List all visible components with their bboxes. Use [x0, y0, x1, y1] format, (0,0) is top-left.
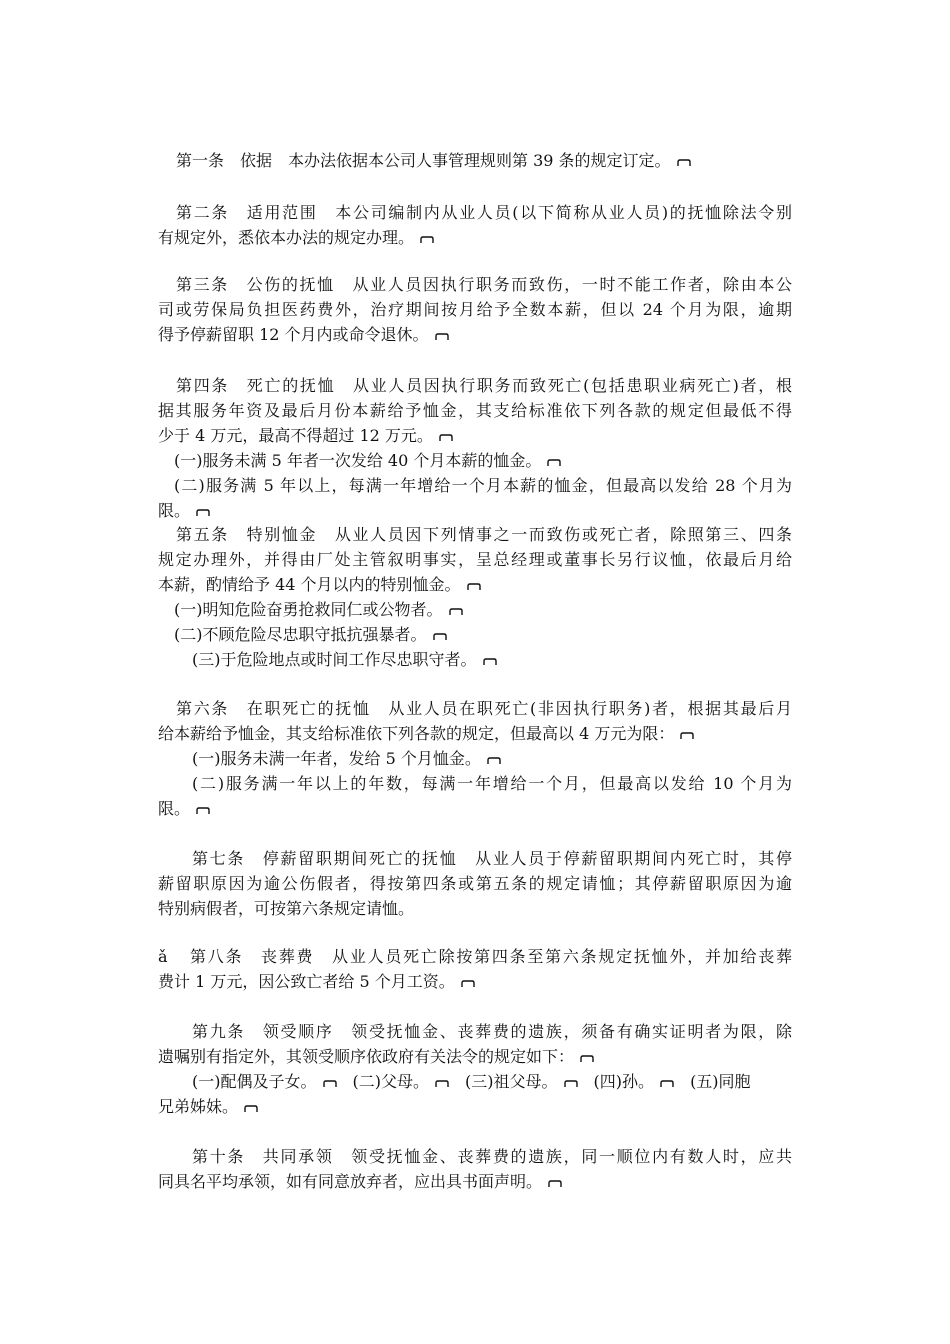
order-grandparents: (三)祖父母。: [465, 1072, 558, 1091]
order-grandchildren: (四)孙。: [593, 1072, 655, 1091]
paragraph-mark-icon: [449, 608, 463, 616]
article-5-item-3: (三)于危险地点或时间工作尽忠职守者。: [192, 649, 497, 671]
article-9-order-line: [192, 1071, 751, 1093]
article-2-line-1: 第二条 适用范围 本公司编制内从业人员(以下简称从业人员)的抚恤除法令别: [176, 203, 792, 222]
article-8-line-2: 费计 1 万元，因公致亡者给 5 个月工资。: [158, 971, 475, 993]
article-7-line-1: 第七条 停薪留职期间死亡的抚恤 从业人员于停薪留职期间内死亡时，其停: [192, 849, 792, 868]
article-6-item-1: (一)服务未满一年者，发给 5 个月恤金。: [192, 748, 501, 770]
paragraph-mark-icon: [548, 1180, 562, 1188]
paragraph-mark-icon: [435, 333, 449, 341]
paragraph-mark-icon: [547, 459, 561, 467]
article-4-item-2-line-1: (二)服务满 5 年以上，每满一年增给一个月本薪的恤金，但最高以发给 28 个月为: [174, 476, 792, 495]
paragraph-mark-icon: [244, 1105, 258, 1113]
paragraph-mark-icon: [677, 159, 691, 167]
article-6-item-2-line-1: (二)服务满一年以上的年数，每满一年增给一个月，但最高以发给 10 个月为: [192, 774, 792, 793]
article-4-line-3: 少于 4 万元，最高不得超过 12 万元。: [158, 425, 453, 447]
paragraph-mark-icon: [461, 980, 475, 988]
article-10-line-2: 同具名平均承领，如有同意放弃者，应出具书面声明。: [158, 1171, 562, 1193]
order-spouse-children: (一)配偶及子女。: [192, 1072, 317, 1091]
article-10-line-1: 第十条 共同承领 领受抚恤金、丧葬费的遗族，同一顺位内有数人时，应共: [192, 1147, 792, 1166]
article-4-item-1: (一)服务未满 5 年者一次发给 40 个月本薪的恤金。: [174, 450, 561, 472]
paragraph-mark-icon: [435, 1080, 449, 1088]
paragraph-mark-icon: [564, 1080, 578, 1088]
article-7-line-2: 薪留职原因为逾公伤假者，得按第四条或第五条的规定请恤；其停薪留职原因为逾: [158, 874, 792, 893]
article-6-item-2-line-2: 限。: [158, 798, 210, 820]
article-2-line-2: 有规定外，悉依本办法的规定办理。: [158, 227, 434, 249]
paragraph-mark-icon: [483, 658, 497, 666]
order-parents: (二)父母。: [352, 1072, 430, 1091]
article-5-line-3: 本薪，酌情给予 44 个月以内的特别恤金。: [158, 574, 481, 596]
article-9-line-1: 第九条 领受顺序 领受抚恤金、丧葬费的遗族，须备有确实证明者为限，除: [192, 1022, 792, 1041]
article-5-line-1: 第五条 特别恤金 从业人员因下列情事之一而致伤或死亡者，除照第三、四条: [176, 525, 792, 544]
paragraph-mark-icon: [196, 509, 210, 517]
paragraph-mark-icon: [660, 1080, 674, 1088]
paragraph-mark-icon: [196, 807, 210, 815]
paragraph-mark-icon: [580, 1055, 594, 1063]
article-3-line-1: 第三条 公伤的抚恤 从业人员因执行职务而致伤，一时不能工作者，除由本公: [176, 275, 792, 294]
paragraph-mark-icon: [467, 583, 481, 591]
paragraph-mark-icon: [680, 732, 694, 740]
article-5-item-2: (二)不顾危险尽忠职守抵抗强暴者。: [174, 624, 447, 646]
article-3-line-2: 司或劳保局负担医药费外，治疗期间按月给予全数本薪，但以 24 个月为限，逾期: [158, 300, 792, 319]
article-6-line-1: 第六条 在职死亡的抚恤 从业人员在职死亡(非因执行职务)者，根据其最后月: [176, 699, 792, 718]
paragraph-mark-icon: [420, 236, 434, 244]
article-9-line-2: 遗嘱别有指定外，其领受顺序依政府有关法令的规定如下：: [158, 1046, 594, 1068]
paragraph-mark-icon: [487, 757, 501, 765]
article-1-line-1: 第一条 依据 本办法依据本公司人事管理规则第 39 条的规定订定。: [176, 150, 691, 172]
article-8-line-1: 第八条 丧葬费 从业人员死亡除按第四条至第六条规定抚恤外，并加给丧葬: [190, 947, 792, 966]
article-4-item-2-line-2: 限。: [158, 500, 210, 522]
article-4-line-2: 据其服务年资及最后月份本薪给予恤金，其支给标准依下列各款的规定但最低不得: [158, 401, 792, 420]
article-9-line-4: 兄弟姊妹。: [158, 1096, 258, 1118]
order-siblings: (五)同胞: [690, 1072, 751, 1091]
article-4-line-1: 第四条 死亡的抚恤 从业人员因执行职务而致死亡(包括患职业病死亡)者，根: [176, 376, 792, 395]
paragraph-mark-icon: [433, 633, 447, 641]
article-7-line-3: 特别病假者，可按第六条规定请恤。: [158, 899, 415, 918]
paragraph-mark-icon: [323, 1080, 337, 1088]
article-8-prefix-glyph: ǎ: [158, 947, 168, 966]
article-3-line-3: 得予停薪留职 12 个月内或命令退休。: [158, 324, 449, 346]
article-5-item-1: (一)明知危险奋勇抢救同仁或公物者。: [174, 599, 463, 621]
article-6-line-2: 给本薪给予恤金，其支给标准依下列各款的规定，但最高以 4 万元为限：: [158, 723, 694, 745]
article-5-line-2: 规定办理外，并得由厂处主管叙明事实，呈总经理或董事长另行议恤，依最后月给: [158, 550, 792, 569]
paragraph-mark-icon: [439, 434, 453, 442]
